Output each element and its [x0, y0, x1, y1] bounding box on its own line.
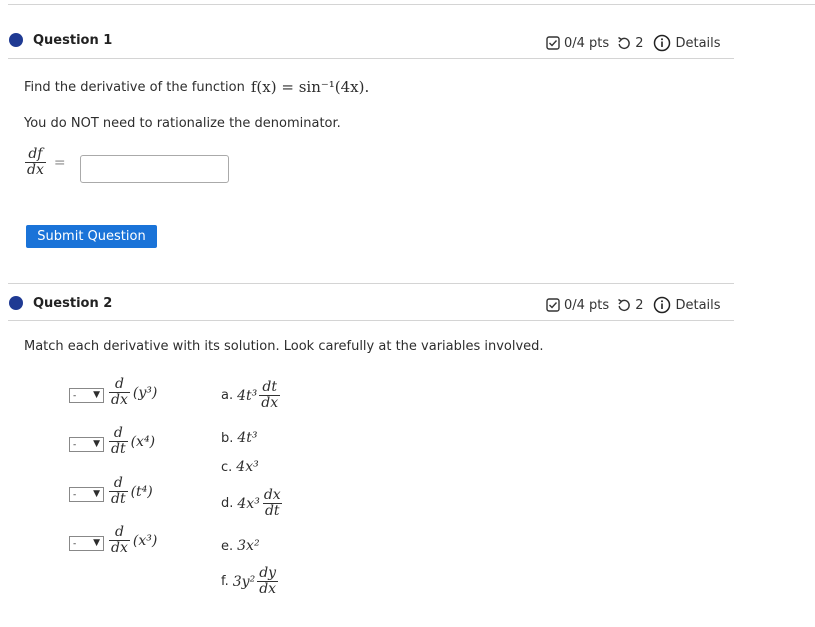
equals-sign: = [53, 154, 66, 171]
info-icon[interactable] [653, 34, 671, 52]
score-check-icon [546, 298, 560, 312]
q2-prompt: Match each derivative with its solution. Look carefully at the variables involved. [24, 339, 544, 354]
chevron-down-icon: ▼ [93, 489, 100, 499]
chevron-down-icon: ▼ [93, 538, 100, 548]
q2-attempts: 2 [635, 297, 644, 313]
info-icon[interactable] [653, 296, 671, 314]
solution-d: d. 4x³ $\frac{dx}{dt}$ [221, 487, 281, 520]
solution-b: b. 4t³ [221, 430, 258, 446]
derivative-expression: $\frac{d}{dt}$ (x⁴) [111, 425, 156, 458]
question-1-title: Question 1 [33, 33, 113, 48]
match-select[interactable]: - ▼ [69, 437, 104, 452]
question-2-title: Question 2 [33, 296, 113, 311]
score-check-icon [546, 36, 560, 50]
solution-a: a. 4t³ $\frac{dt}{dx}$ [221, 379, 279, 412]
retry-icon[interactable] [617, 36, 631, 50]
chevron-down-icon: ▼ [93, 390, 100, 400]
q1-details-link[interactable]: Details [675, 35, 721, 51]
q1-attempts: 2 [635, 35, 644, 51]
q2-details-link[interactable]: Details [675, 297, 721, 313]
solution-e: e. 3x² [221, 538, 260, 554]
q2-header-divider [8, 320, 734, 321]
top-divider [8, 4, 815, 5]
q1-prompt: Find the derivative of the function [24, 79, 245, 95]
derivative-expression: $\frac{d}{dt}$ (t⁴) [111, 475, 153, 508]
chevron-down-icon: ▼ [93, 439, 100, 449]
match-select[interactable]: - ▼ [69, 388, 104, 403]
q1-lhs [25, 147, 66, 179]
answer-input[interactable] [80, 155, 229, 183]
match-select[interactable]: - ▼ [69, 487, 104, 502]
derivative-expression: $\frac{d}{dx}$ (y³) [111, 376, 158, 409]
q1-function: f(x) = sin⁻¹(4x). [250, 78, 370, 96]
q2-score: 0/4 pts [564, 297, 610, 313]
submit-question-button[interactable]: Submit Question [26, 225, 157, 248]
q2-top-divider [8, 283, 734, 284]
q1-meta [546, 34, 721, 52]
match-select[interactable]: - ▼ [69, 536, 104, 551]
derivative-expression: $\frac{d}{dx}$ (x³) [111, 524, 158, 557]
q1-prompt-line [24, 78, 369, 96]
retry-icon[interactable] [617, 298, 631, 312]
question-status-dot [9, 33, 23, 47]
solution-f: f. 3y² $\frac{dy}{dx}$ [221, 565, 277, 598]
q1-score: 0/4 pts [564, 35, 610, 51]
lhs-numerator: df [28, 146, 43, 162]
q1-note: You do NOT need to rationalize the denominator. [24, 116, 341, 131]
solution-c: c. 4x³ [221, 459, 259, 475]
q2-meta [546, 296, 721, 314]
lhs-denominator: dx [27, 162, 44, 179]
question-status-dot [9, 296, 23, 310]
q1-header-divider [8, 58, 734, 59]
